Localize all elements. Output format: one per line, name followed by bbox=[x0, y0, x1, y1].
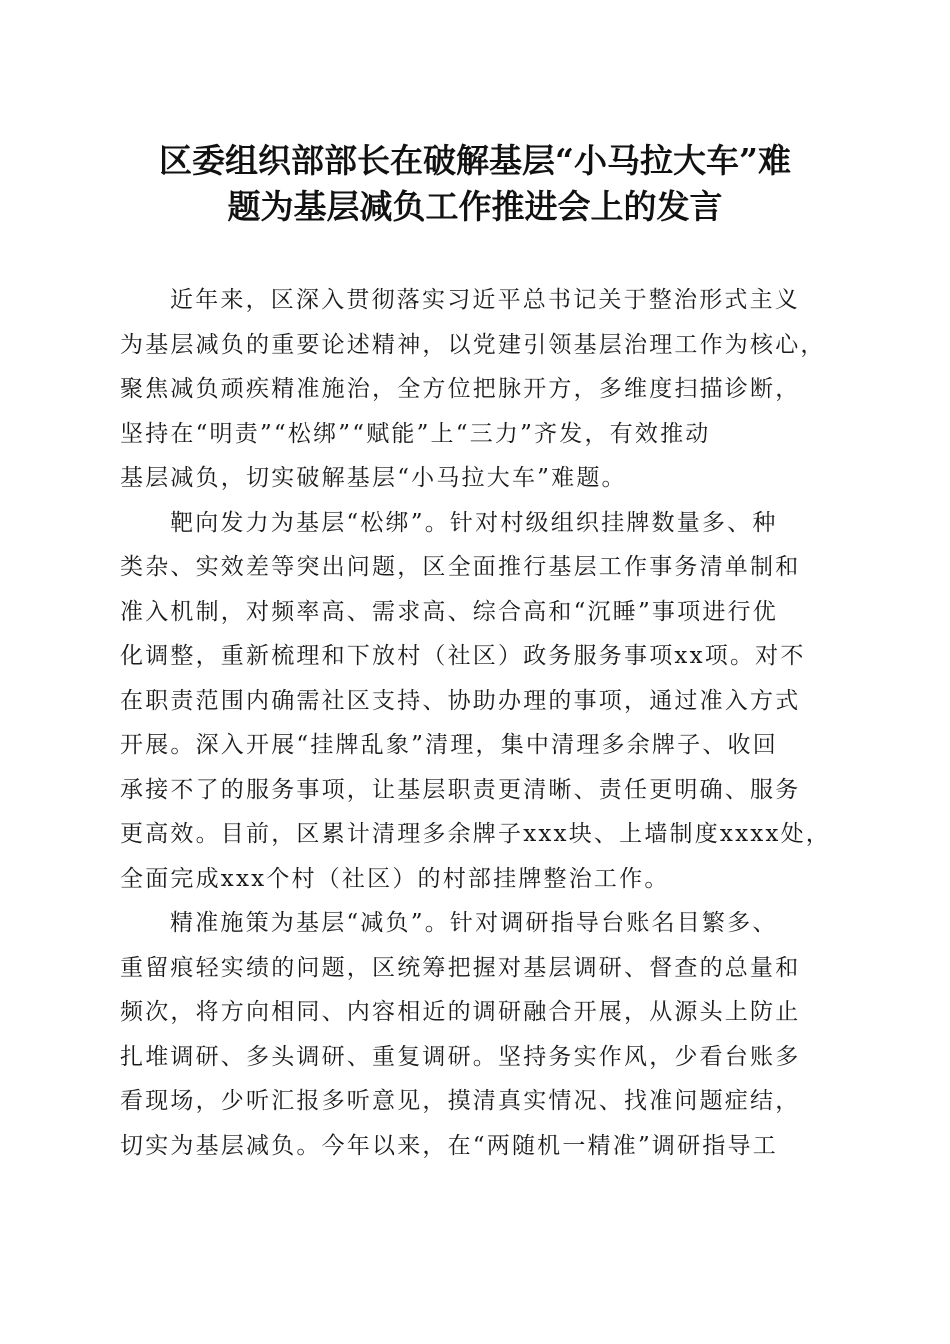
paragraph-line: 重留痕轻实绩的问题，区统筹把握对基层调研、督查的总量和 bbox=[120, 954, 801, 981]
paragraph-line: 类杂、实效差等突出问题，区全面推行基层工作事务清单制和 bbox=[120, 554, 801, 580]
paragraph-line: 基层减负，切实破解基层“小马拉大车”难题。 bbox=[120, 465, 627, 491]
paragraph-line: 近年来，区深入贯彻落实习近平总书记关于整治形式主义 bbox=[170, 287, 800, 313]
paragraph-line: 靶向发力为基层“松绑”。针对村级组织挂牌数量多、种 bbox=[170, 509, 778, 536]
paragraph-line: 聚焦减负顽疾精准施治，全方位把脉开方，多维度扫描诊断， bbox=[120, 376, 801, 402]
title-line-1: 区委组织部部长在破解基层“小马拉大车”难 bbox=[159, 141, 791, 180]
paragraph-line: 看现场，少听汇报多听意见，摸清真实情况、找准问题症结， bbox=[120, 1088, 801, 1114]
paragraph-line: 开展。深入开展“挂牌乱象”清理，集中清理多余牌子、收回 bbox=[120, 732, 778, 758]
paragraph-line: 更高效。目前，区累计清理多余牌子xxx块、上墙制度xxxx处， bbox=[120, 821, 831, 847]
paragraph-line: 在职责范围内确需社区支持、协助办理的事项，通过准入方式 bbox=[120, 687, 801, 714]
paragraph-line: 频次，将方向相同、内容相近的调研融合开展，从源头上防止 bbox=[120, 999, 801, 1025]
paragraph-line: 精准施策为基层“减负”。针对调研指导台账名目繁多、 bbox=[170, 910, 778, 936]
title-line-2: 题为基层减负工作推进会上的发言 bbox=[227, 187, 723, 226]
paragraph-line: 为基层减负的重要论述精神，以党建引领基层治理工作为核心， bbox=[120, 331, 826, 358]
paragraph-line: 准入机制，对频率高、需求高、综合高和“沉睡”事项进行优 bbox=[120, 598, 778, 625]
document-body bbox=[120, 278, 835, 1168]
document-title bbox=[100, 138, 850, 230]
paragraph-line: 扎堆调研、多头调研、重复调研。坚持务实作风，少看台账多 bbox=[120, 1043, 801, 1070]
paragraph-line: 全面完成xxx个村（社区）的村部挂牌整治工作。 bbox=[120, 865, 670, 892]
paragraph-line: 化调整，重新梳理和下放村（社区）政务服务事项xx项。对不 bbox=[120, 643, 806, 669]
paragraph-line: 承接不了的服务事项，让基层职责更清晰、责任更明确、服务 bbox=[120, 776, 801, 803]
paragraph-line: 坚持在“明责”“松绑”“赋能”上“三力”齐发，有效推动 bbox=[120, 420, 711, 447]
paragraph-line: 切实为基层减负。今年以来，在“两随机一精准”调研指导工 bbox=[120, 1132, 778, 1159]
